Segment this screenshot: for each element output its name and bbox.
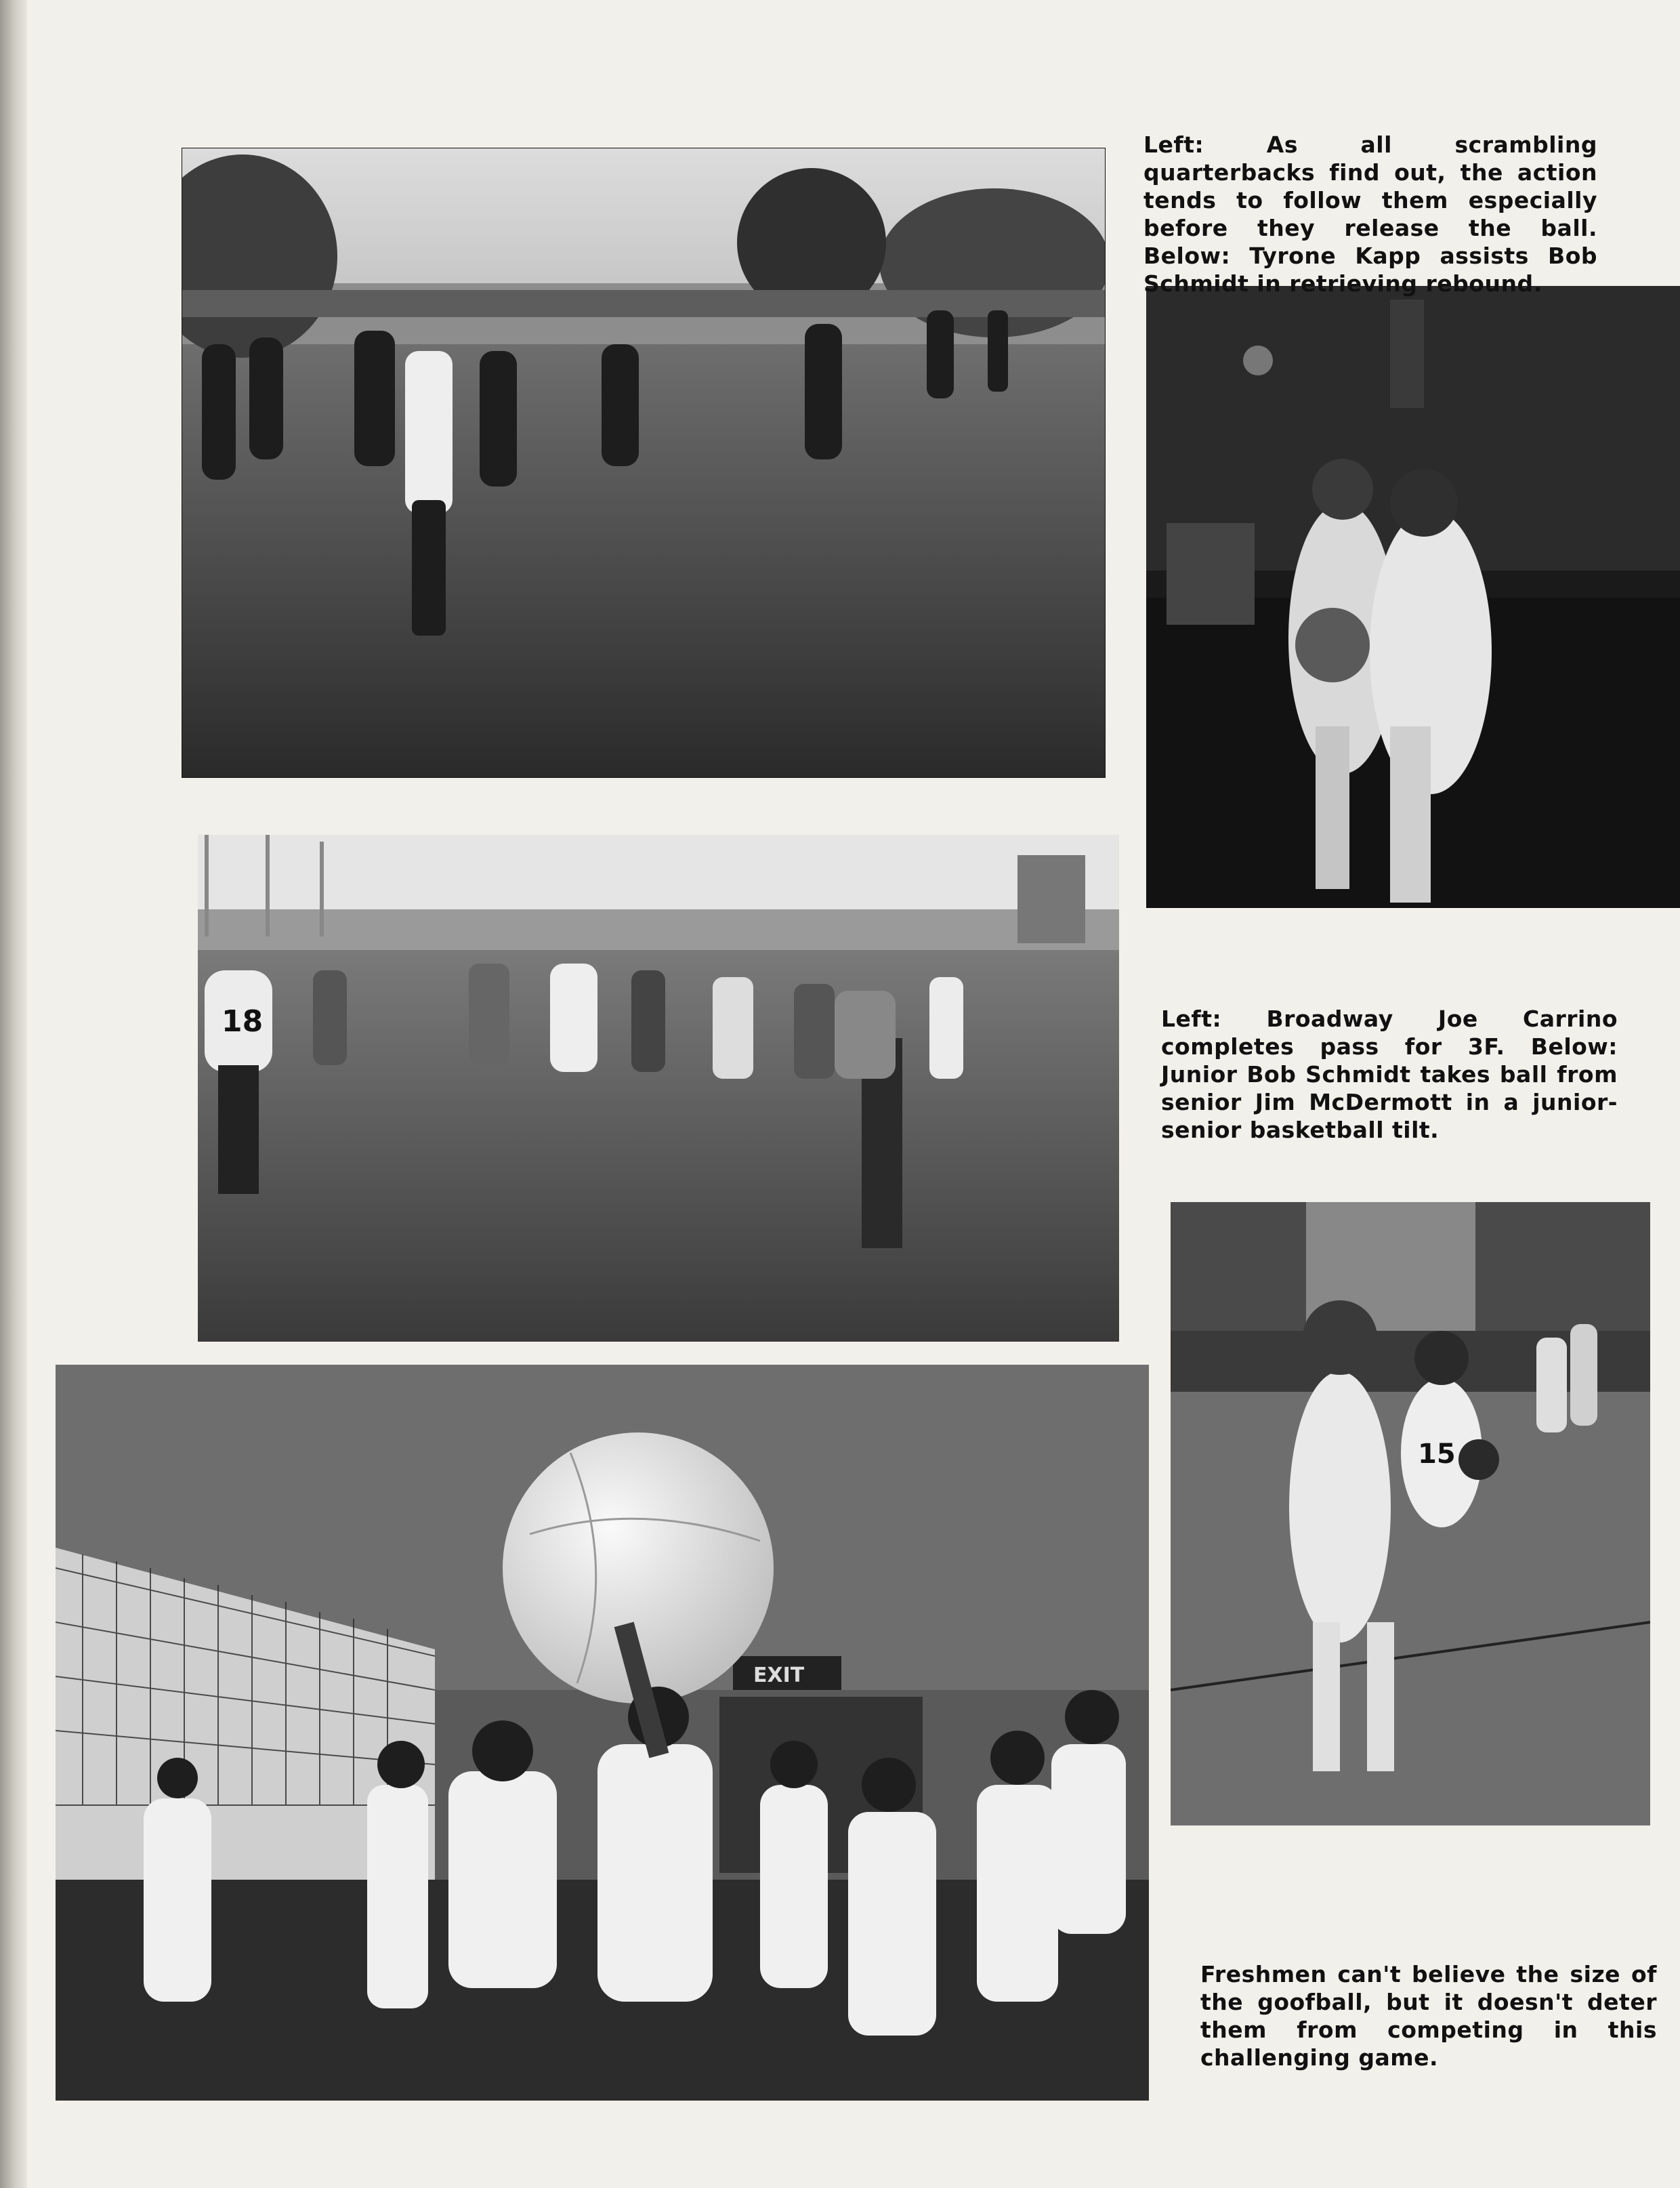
page-binding-edge (0, 0, 27, 2188)
photo-field-pass-art (198, 835, 1119, 1342)
photo-field-pass (198, 835, 1119, 1342)
jersey-number-basketball: 15 (1418, 1439, 1456, 1470)
photo-basketball-rebound (1146, 286, 1680, 908)
photo-goofball-game (56, 1365, 1149, 2101)
photo-goofball-game-art (56, 1365, 1149, 2101)
photo-junior-senior-basketball-art (1171, 1202, 1650, 1825)
caption-broadway-joe: Left: Broadway Joe Carrino completes pass for 3F. Below: Junior Bob Schmidt takes ball from senior Jim McDermott in a junior-senior basketball tilt. (1161, 1006, 1618, 1143)
exit-sign-text: EXIT (753, 1664, 805, 1687)
photo-park-football-art (182, 148, 1106, 778)
caption-freshmen-goofball: Freshmen can't believe the size of the goofball, but it doesn't deter them from competing in this challenging game. (1200, 1961, 1657, 2071)
photo-basketball-rebound-art (1146, 286, 1680, 908)
caption-scrambling-quarterbacks: Left: As all scrambling quarterbacks find out, the action tends to follow them especially before they release the ball. Below: Tyrone Kapp assists Bob Schmidt in retrieving rebound. (1143, 131, 1597, 297)
photo-park-football (182, 148, 1106, 778)
jersey-number-football: 18 (222, 1004, 264, 1039)
photo-junior-senior-basketball (1171, 1202, 1650, 1825)
